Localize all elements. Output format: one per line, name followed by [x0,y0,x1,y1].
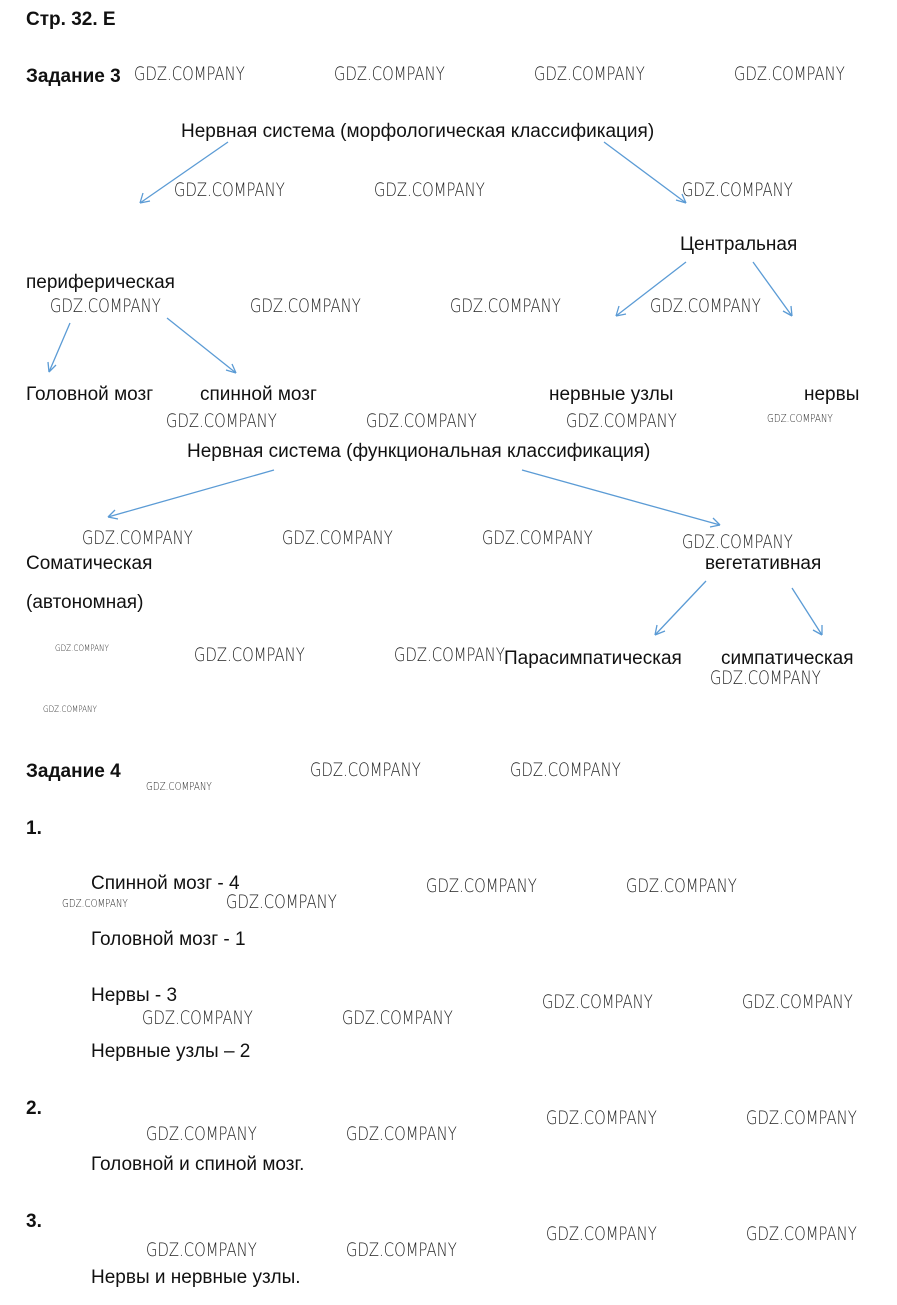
watermark: GDZ.COMPANY [746,1107,857,1129]
autonomous-label: (автономная) [26,592,144,613]
watermark: GDZ.COMPANY [310,759,421,781]
watermark: GDZ.COMPANY [742,991,853,1013]
watermark: GDZ.COMPANY [566,410,677,432]
watermark: GDZ.COMPANY [682,179,793,201]
peripheral-label: периферическая [26,272,175,293]
watermark: GDZ.COMPANY [342,1007,453,1029]
vegetative-label: вегетативная [705,553,822,574]
watermark: GDZ.COMPANY [146,1239,257,1261]
watermark: GDZ.COMPANY [710,667,821,689]
q1-item: Головной мозг - 1 [91,929,246,950]
watermark: GDZ.COMPANY [134,63,245,85]
func-heading: Нервная система (функциональная классификация) [187,441,651,462]
brain-label: Головной мозг [26,384,154,405]
watermark: GDZ.COMPANY [542,991,653,1013]
watermark: GDZ.COMPANY [282,527,393,549]
watermark: GDZ.COMPANY [82,527,193,549]
watermark: GDZ.COMPANY [482,527,593,549]
nerves-label: нервы [804,384,860,405]
watermark: GDZ.COMPANY [534,63,645,85]
somatic-label: Соматическая [26,553,153,574]
ganglia-label: нервные узлы [549,384,674,405]
q2-number: 2. [26,1098,42,1119]
watermark: GDZ.COMPANY [650,295,761,317]
central-label: Центральная [680,234,798,255]
parasympathetic-label: Парасимпатическая [504,648,682,669]
arrow-to-vegetative [522,470,720,527]
page-number: Стр. 32. Е [26,9,116,30]
q3-answer: Нервы и нервные узлы. [91,1267,301,1288]
watermark: GDZ.COMPANY [767,412,833,425]
watermark: GDZ.COMPANY [346,1123,457,1145]
watermark: GDZ.COMPANY [146,780,212,793]
spinal-label: спинной мозг [200,384,317,405]
watermark: GDZ.COMPANY [450,295,561,317]
watermark: GDZ.COMPANY [142,1007,253,1029]
watermark: GDZ.COMPANY [226,891,337,913]
watermark: GDZ.COMPANY [746,1223,857,1245]
task4-title: Задание 4 [26,761,121,782]
watermark: GDZ.COMPANY [146,1123,257,1145]
morph-heading: Нервная система (морфологическая классификация) [181,121,655,142]
arrow-to-somatic [108,470,274,519]
watermark: GDZ.COMPANY [426,875,537,897]
watermark: GDZ.COMPANY [626,875,737,897]
arrow-to-central [604,142,686,203]
watermark: GDZ.COMPANY [62,897,128,910]
watermark: GDZ.COMPANY [50,295,161,317]
watermark: GDZ.COMPANY [510,759,621,781]
q1-item: Нервные узлы – 2 [91,1041,251,1062]
watermark: GDZ.COMPANY [734,63,845,85]
watermark: GDZ.COMPANY [55,644,109,654]
watermark: GDZ.COMPANY [366,410,477,432]
watermark: GDZ.COMPANY [43,705,97,715]
watermark: GDZ.COMPANY [346,1239,457,1261]
q1-number: 1. [26,818,42,839]
watermark: GDZ.COMPANY [334,63,445,85]
watermark: GDZ.COMPANY [166,410,277,432]
watermark: GDZ.COMPANY [194,644,305,666]
sympathetic-label: симпатическая [721,648,854,669]
q2-answer: Головной и спиной мозг. [91,1154,305,1175]
watermark: GDZ.COMPANY [394,644,505,666]
watermark: GDZ.COMPANY [174,179,285,201]
arrow-to-parasympathetic [655,581,706,635]
q3-number: 3. [26,1211,42,1232]
arrow-to-sympathetic [792,588,822,635]
watermark: GDZ.COMPANY [546,1107,657,1129]
arrow-to-brain [48,323,70,372]
watermark: GDZ.COMPANY [374,179,485,201]
q1-item: Нервы - 3 [91,985,178,1006]
task3-title: Задание 3 [26,66,121,87]
watermark: GDZ.COMPANY [250,295,361,317]
q1-item: Спинной мозг - 4 [91,873,240,894]
watermark: GDZ.COMPANY [682,531,793,553]
watermark: GDZ.COMPANY [546,1223,657,1245]
arrow-to-spinal [167,318,236,373]
